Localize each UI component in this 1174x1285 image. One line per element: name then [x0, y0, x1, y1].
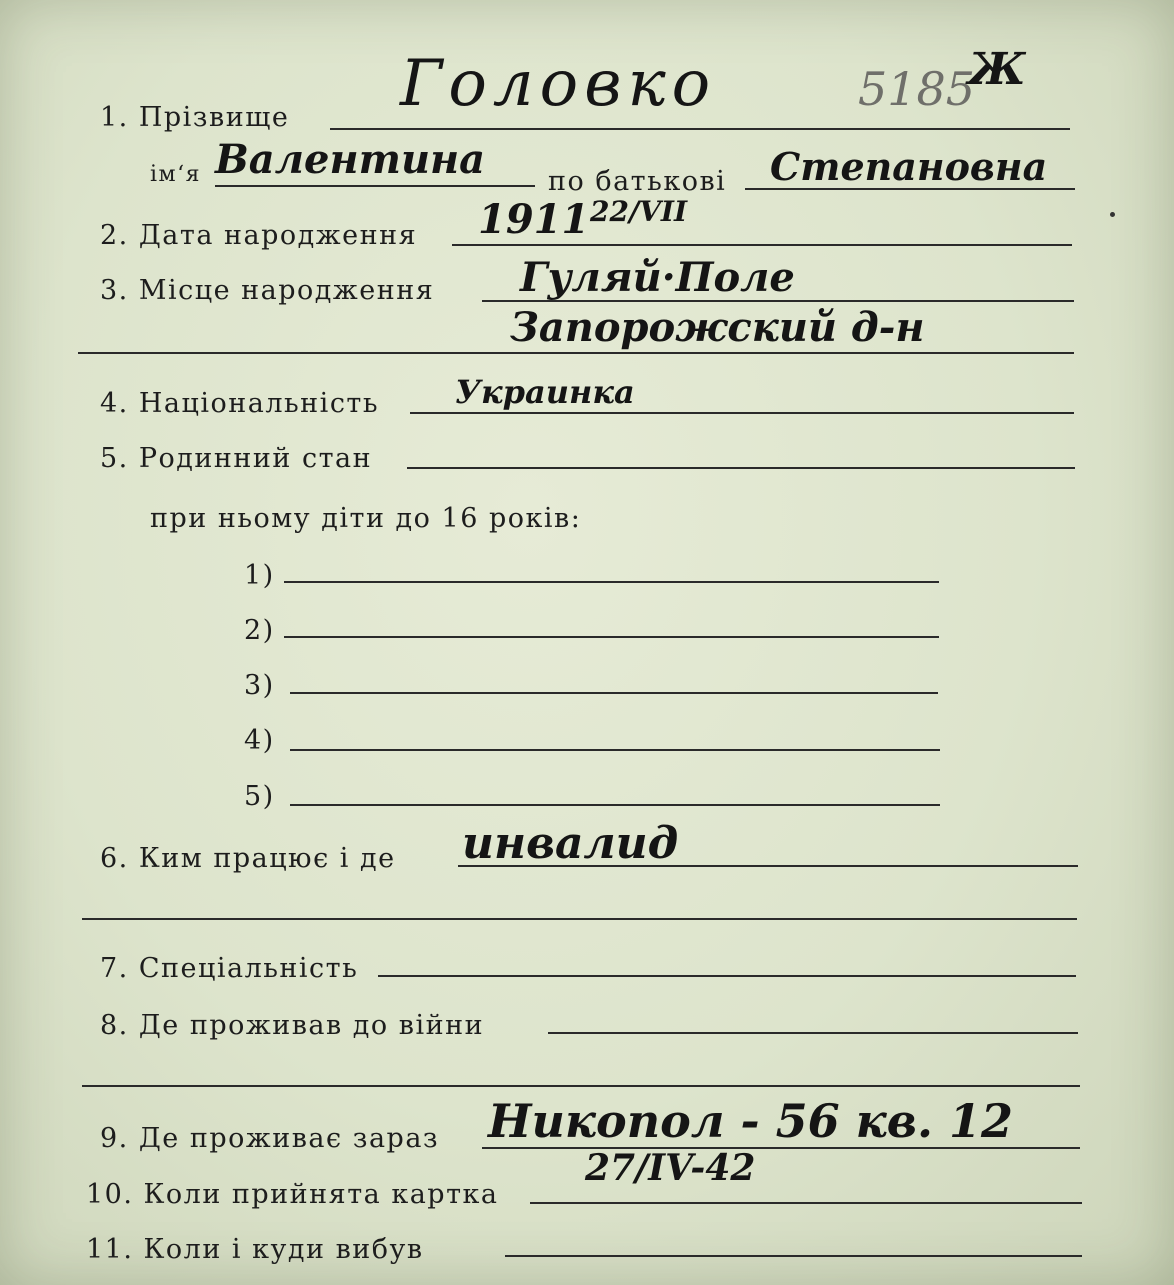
card-number: 5185 — [858, 62, 976, 116]
child-5-label: 5) — [244, 781, 275, 812]
marital-line — [407, 467, 1075, 469]
patronymic-line — [745, 188, 1075, 190]
prewar-label: 8. Де проживав до війни — [100, 1010, 485, 1041]
name-value: Валентина — [215, 136, 486, 183]
prewar-line-2 — [82, 1085, 1080, 1087]
surname-line — [330, 128, 1070, 130]
work-line-1 — [458, 865, 1078, 867]
name-label: ім‘я — [150, 162, 202, 187]
children-label: при ньому діти до 16 років: — [150, 503, 582, 534]
name-line — [215, 185, 535, 187]
birth-date-line — [452, 244, 1072, 246]
surname-value: Головко — [400, 47, 717, 121]
child-3-label: 3) — [244, 670, 275, 701]
specialty-label: 7. Спеціальність — [100, 953, 359, 984]
surname-label: 1. Прізвище — [100, 102, 290, 133]
specialty-line — [378, 975, 1076, 977]
birth-place-label: 3. Місце народження — [100, 275, 435, 306]
departure-label: 11. Коли і куди вибув — [86, 1234, 424, 1265]
child-2-line — [284, 636, 939, 638]
current-line — [482, 1147, 1080, 1149]
prewar-line-1 — [548, 1032, 1078, 1034]
card-date-label: 10. Коли прийнята картка — [86, 1179, 499, 1210]
child-1-label: 1) — [244, 560, 275, 591]
card-date-value: 27/IV-42 — [585, 1147, 756, 1189]
child-2-label: 2) — [244, 615, 275, 646]
birth-year-value: 1911 — [478, 196, 590, 243]
nationality-line — [410, 412, 1074, 414]
work-label: 6. Ким працює і де — [100, 843, 396, 874]
current-label: 9. Де проживає зараз — [100, 1123, 440, 1154]
departure-line — [505, 1255, 1082, 1257]
patronymic-label: по батькові — [548, 166, 727, 197]
child-4-label: 4) — [244, 725, 275, 756]
child-1-line — [284, 581, 939, 583]
marital-label: 5. Родинний стан — [100, 443, 373, 474]
birth-place-line-2 — [78, 352, 1074, 354]
birth-place-value-2: Запорожский д-н — [510, 304, 925, 351]
birth-place-line-1 — [482, 300, 1074, 302]
current-address-value: Никопол - 56 кв. 12 — [488, 1094, 1014, 1148]
birth-date-label: 2. Дата народження — [100, 220, 418, 251]
nationality-label: 4. Національність — [100, 388, 380, 419]
dot-mark — [1110, 212, 1115, 217]
birth-day-value: 22/VII — [590, 195, 688, 228]
birth-place-value-1: Гуляй·Поле — [520, 254, 795, 301]
work-value: инвалид — [462, 818, 679, 869]
child-3-line — [290, 692, 938, 694]
work-line-2 — [82, 918, 1077, 920]
patronymic-value: Степановна — [770, 144, 1048, 189]
card-date-line — [530, 1202, 1082, 1204]
nationality-value: Украинка — [455, 373, 635, 411]
child-5-line — [290, 804, 940, 806]
card-suffix: Ж — [968, 44, 1026, 95]
child-4-line — [290, 749, 940, 751]
